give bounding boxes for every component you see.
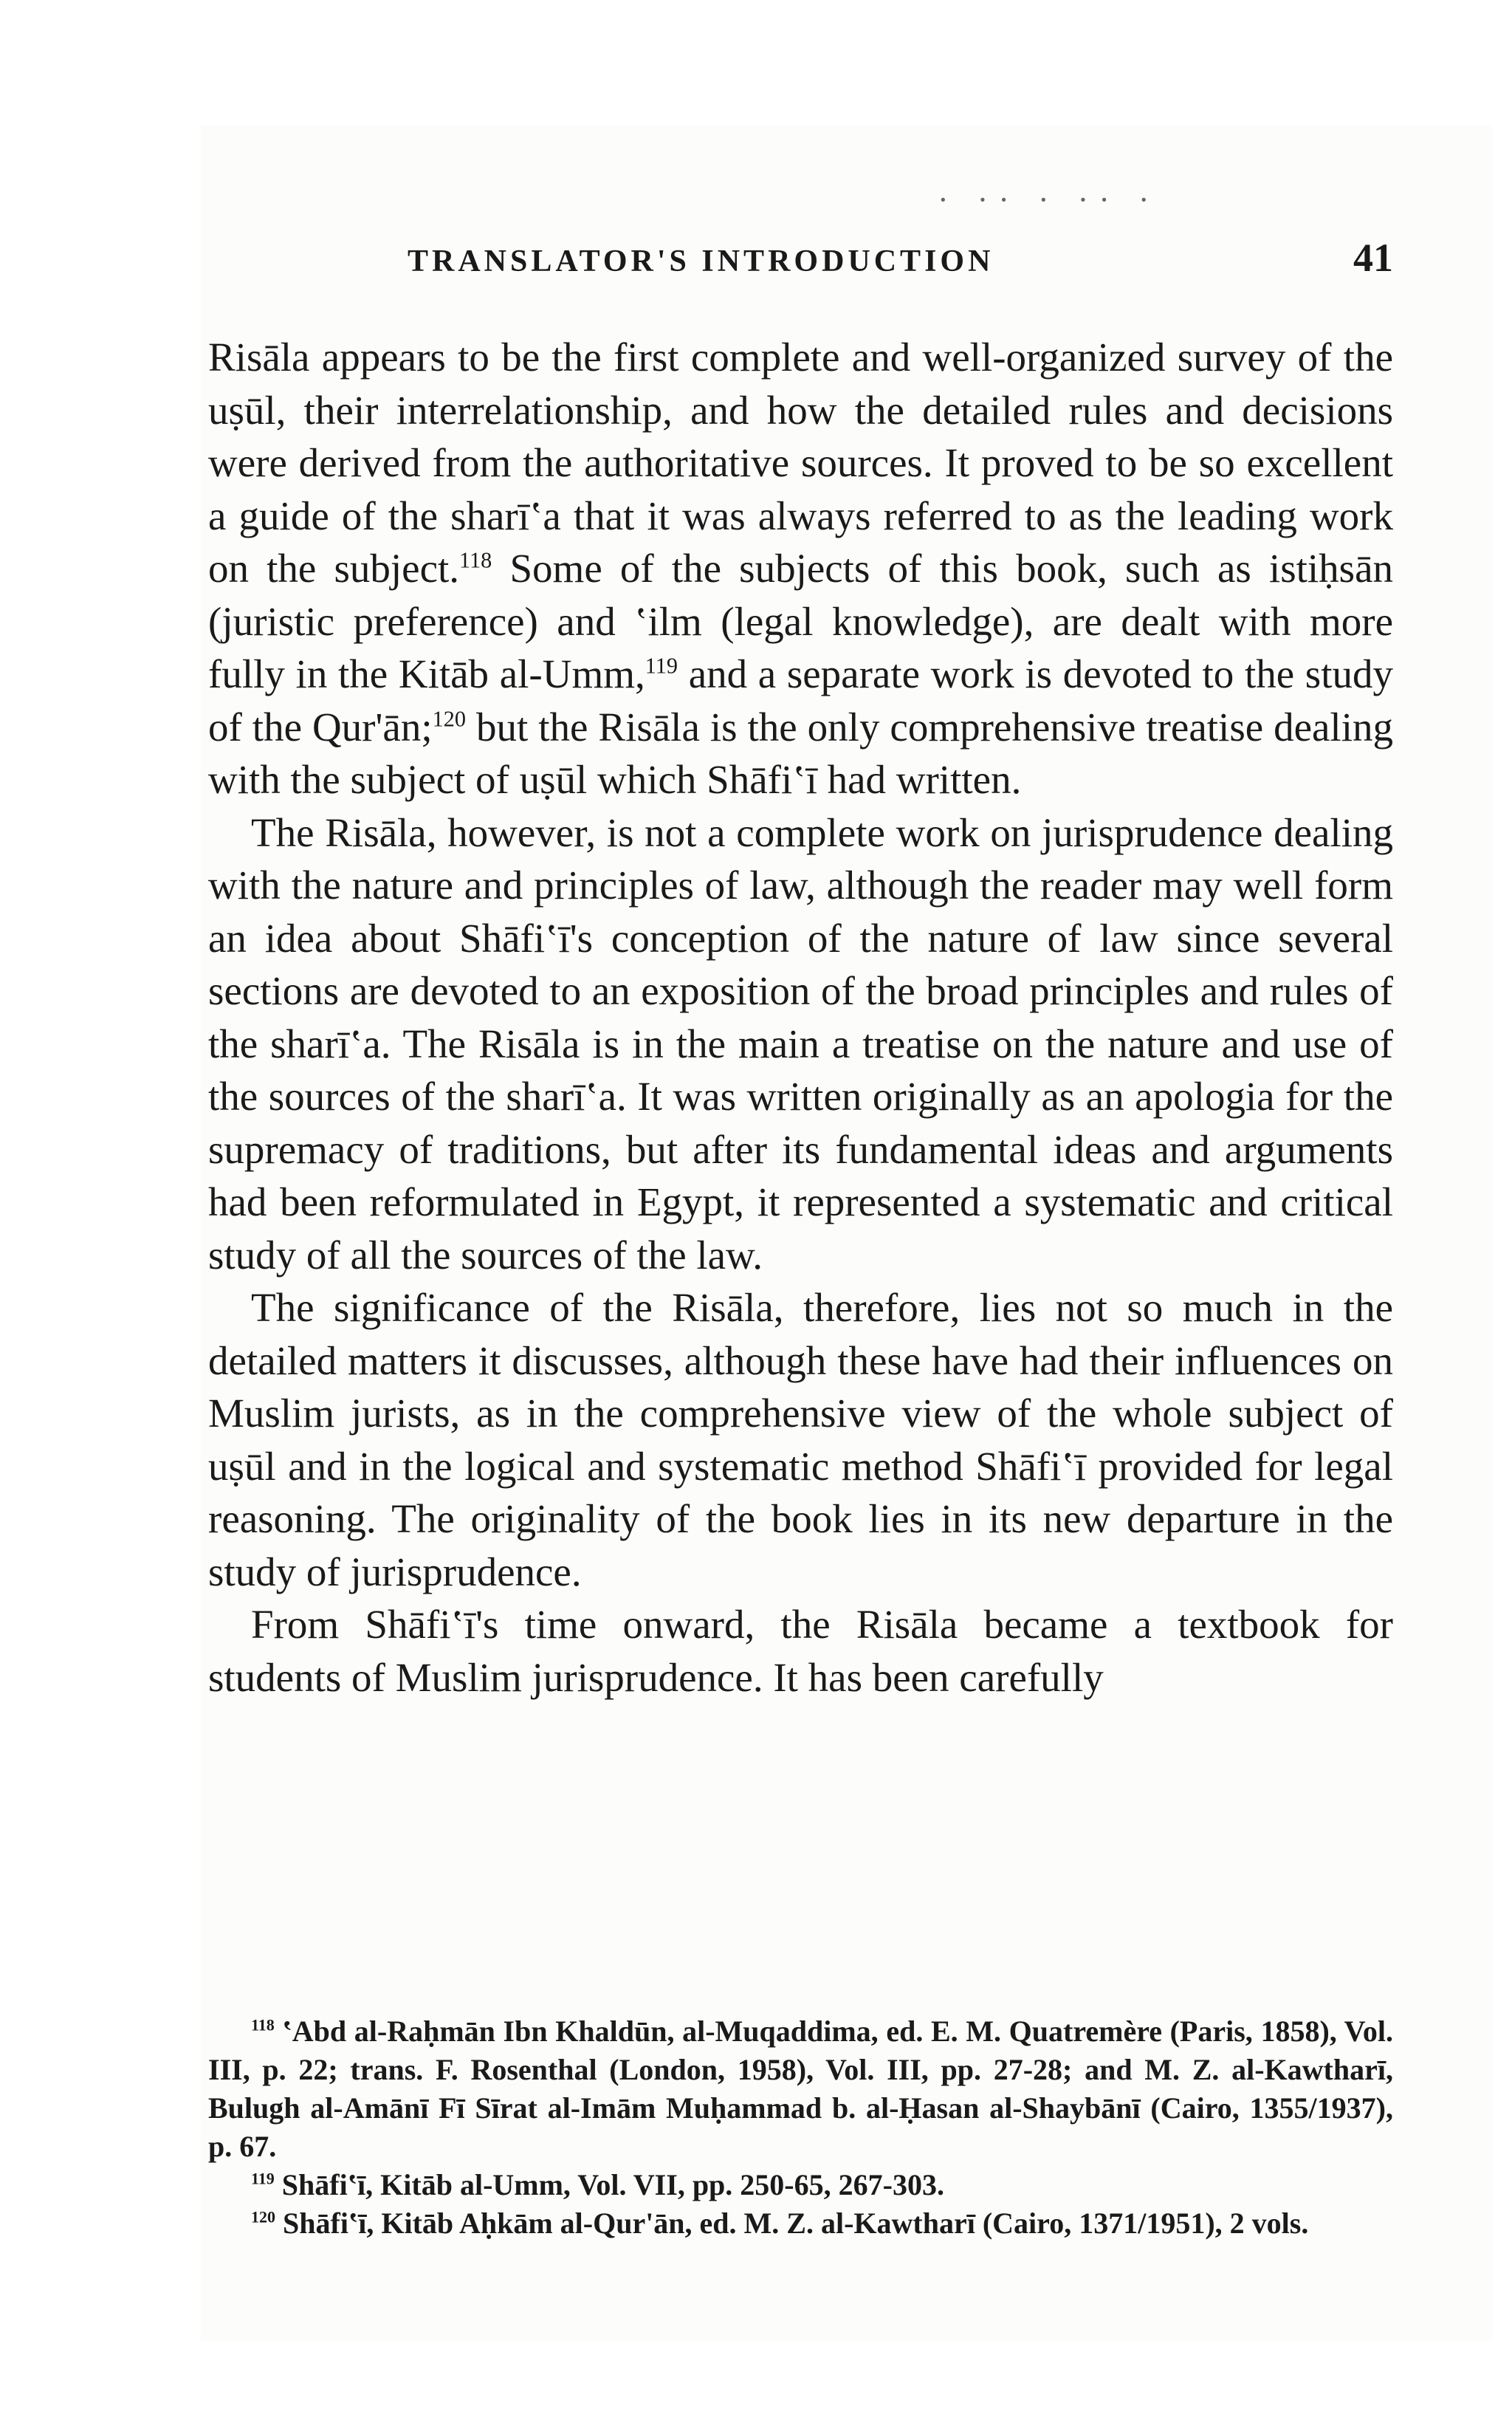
footnote-119 [208, 2166, 1393, 2204]
paragraph-1-text-b: Some of the subjects of this book, such as istiḥsān (juristic preference) and ʽilm (legal knowledge), are dealt with more fully in the Kitāb al-Umm, [208, 546, 1393, 696]
paragraph-1 [208, 331, 1393, 806]
footnotes [208, 2012, 1393, 2243]
paragraph-1-text-d: but the Risāla is the only comprehensive treatise dealing with the subject of uṣūl which Shāfiʽī had written. [208, 704, 1393, 802]
page-number: 41 [1353, 236, 1393, 280]
paragraph-1-text-a: Risāla appears to be the first complete and well-organized survey of the uṣūl, their interrelationship, and how the detailed rules and decisions were derived from the authoritative sources. It proved to be so excellent a guide of the sharīʽa that it was always referred to as the leading work on the subject. [208, 335, 1393, 591]
footnote-ref-120: 120 [432, 706, 466, 732]
footnote-number: 118 [251, 2015, 275, 2034]
print-specks-decoration: · ·· · ·· · [938, 182, 1160, 218]
footnote-text: ʽAbd al-Raḥmān Ibn Khaldūn, al-Muqaddima, ed. E. M. Quatremère (Paris, 1858), Vol. III, p. 22; trans. F. Rosenthal (London, 1958), Vol. III, pp. 27-28; and M. Z. al-Kawtharī, Bulugh al-Amānī Fī Sīrat al-Imām Muḥammad b. al-Ḥasan al-Shaybānī (Cairo, 1355/1937), p. 67. [208, 2015, 1393, 2163]
paragraph-4: From Shāfiʽī's time onward, the Risāla became a textbook for students of Muslim jurisprudence. It has been carefully [208, 1602, 1393, 1700]
footnote-120 [208, 2204, 1393, 2243]
paragraph-1-text-c: and a separate work is devoted to the study of the Qur'ān; [208, 651, 1393, 750]
footnote-text: Shāfiʽī, Kitāb Aḥkām al-Qur'ān, ed. M. Z. al-Kawtharī (Cairo, 1371/1951), 2 vols. [275, 2207, 1309, 2240]
footnote-ref-119: 119 [645, 653, 678, 679]
body-text [208, 331, 1393, 1704]
paragraph-3: The significance of the Risāla, therefore, lies not so much in the detailed matters it discusses, although these have had their influences on Muslim jurists, as in the comprehensive view of the whole subject of uṣūl and in the logical and systematic method Shāfiʽī provided for legal reasoning. The originality of the book lies in its new departure in the study of jurisprudence. [208, 1285, 1393, 1594]
page-header [408, 235, 1393, 281]
footnote-ref-118: 118 [459, 547, 492, 573]
paragraph-2: The Risāla, however, is not a complete work on jurisprudence dealing with the nature and principles of law, although the reader may well form an idea about Shāfiʽī's conception of the nature of law since several sections are devoted to an exposition of the broad principles and rules of the sharīʽa. The Risāla is in the main a treatise on the nature and use of the sources of the sharīʽa. It was written originally as an apologia for the supremacy of traditions, but after its fundamental ideas and arguments had been reformulated in Egypt, it represented a systematic and critical study of all the sources of the law. [208, 809, 1393, 1278]
running-head: TRANSLATOR'S INTRODUCTION [408, 244, 994, 278]
footnote-number: 120 [251, 2207, 275, 2226]
footnote-number: 119 [251, 2169, 275, 2188]
footnote-118 [208, 2012, 1393, 2166]
footnote-text: Shāfiʽī, Kitāb al-Umm, Vol. VII, pp. 250-65, 267-303. [274, 2168, 944, 2201]
